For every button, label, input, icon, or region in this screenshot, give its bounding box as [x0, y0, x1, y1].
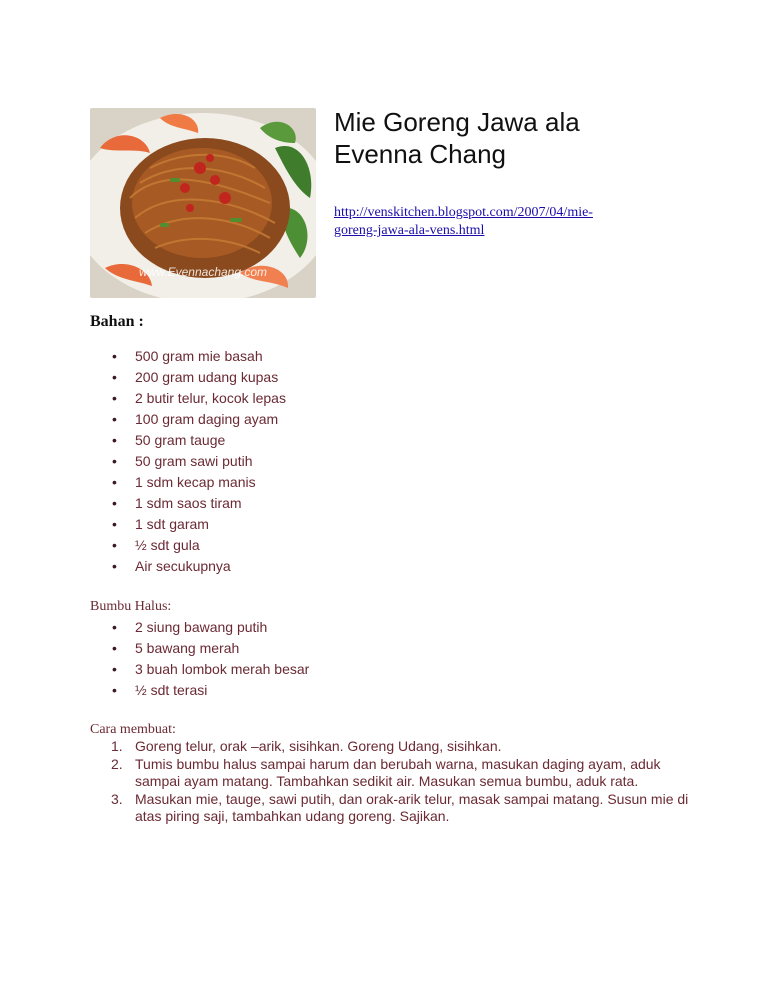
step-item: [90, 738, 695, 755]
step-number: 3.: [111, 791, 123, 807]
cara-heading: Cara membuat:: [90, 722, 176, 737]
title-line-2: Evenna Chang: [334, 139, 507, 169]
step-number: 1.: [111, 738, 123, 754]
bumbu-list: [90, 617, 309, 701]
title-line-1: Mie Goreng Jawa ala: [334, 107, 580, 137]
bahan-heading: Bahan :: [90, 313, 144, 330]
step-text: Masukan mie, tauge, sawi putih, dan orak-arik telur, masak sampai matang. Susun mie di atas piring saji, tambahkan udang goreng. Sajikan.: [135, 791, 689, 824]
list-item: • 200 gram udang kupas: [90, 367, 286, 388]
list-item: • 500 gram mie basah: [90, 346, 286, 367]
list-item: • ½ sdt gula: [90, 535, 286, 556]
step-number: 2.: [111, 756, 123, 772]
bahan-list: [90, 346, 286, 577]
list-item: • ½ sdt terasi: [90, 680, 309, 701]
list-item: • 5 bawang merah: [90, 638, 309, 659]
source-link-line-1[interactable]: http://venskitchen.blogspot.com/2007/04/mie-: [334, 205, 593, 220]
step-item: [90, 791, 695, 825]
list-item: • 1 sdm saos tiram: [90, 493, 286, 514]
source-link-line-2[interactable]: goreng-jawa-ala-vens.html: [334, 223, 485, 238]
step-text: Tumis bumbu halus sampai harum dan berubah warna, masukan daging ayam, aduk sampai ayam matang. Tambahkan sedikit air. Masukan semua bumbu, aduk rata.: [135, 756, 661, 789]
list-item: • 1 sdm kecap manis: [90, 472, 286, 493]
bumbu-heading: Bumbu Halus:: [90, 599, 172, 614]
list-item: • 100 gram daging ayam: [90, 409, 286, 430]
recipe-photo: [90, 108, 316, 298]
source-link[interactable]: [334, 204, 654, 240]
list-item: • 2 butir telur, kocok lepas: [90, 388, 286, 409]
cara-steps: [90, 738, 695, 826]
photo-watermark: www.Evennachang.com: [138, 265, 268, 279]
list-item: • 2 siung bawang putih: [90, 617, 309, 638]
list-item: • 3 buah lombok merah besar: [90, 659, 309, 680]
list-item: • 50 gram tauge: [90, 430, 286, 451]
list-item: • Air secukupnya: [90, 556, 286, 577]
recipe-title: [334, 106, 694, 170]
step-item: [90, 756, 695, 790]
step-text: Goreng telur, orak –arik, sisihkan. Goreng Udang, sisihkan.: [135, 738, 502, 754]
list-item: • 50 gram sawi putih: [90, 451, 286, 472]
list-item: • 1 sdt garam: [90, 514, 286, 535]
